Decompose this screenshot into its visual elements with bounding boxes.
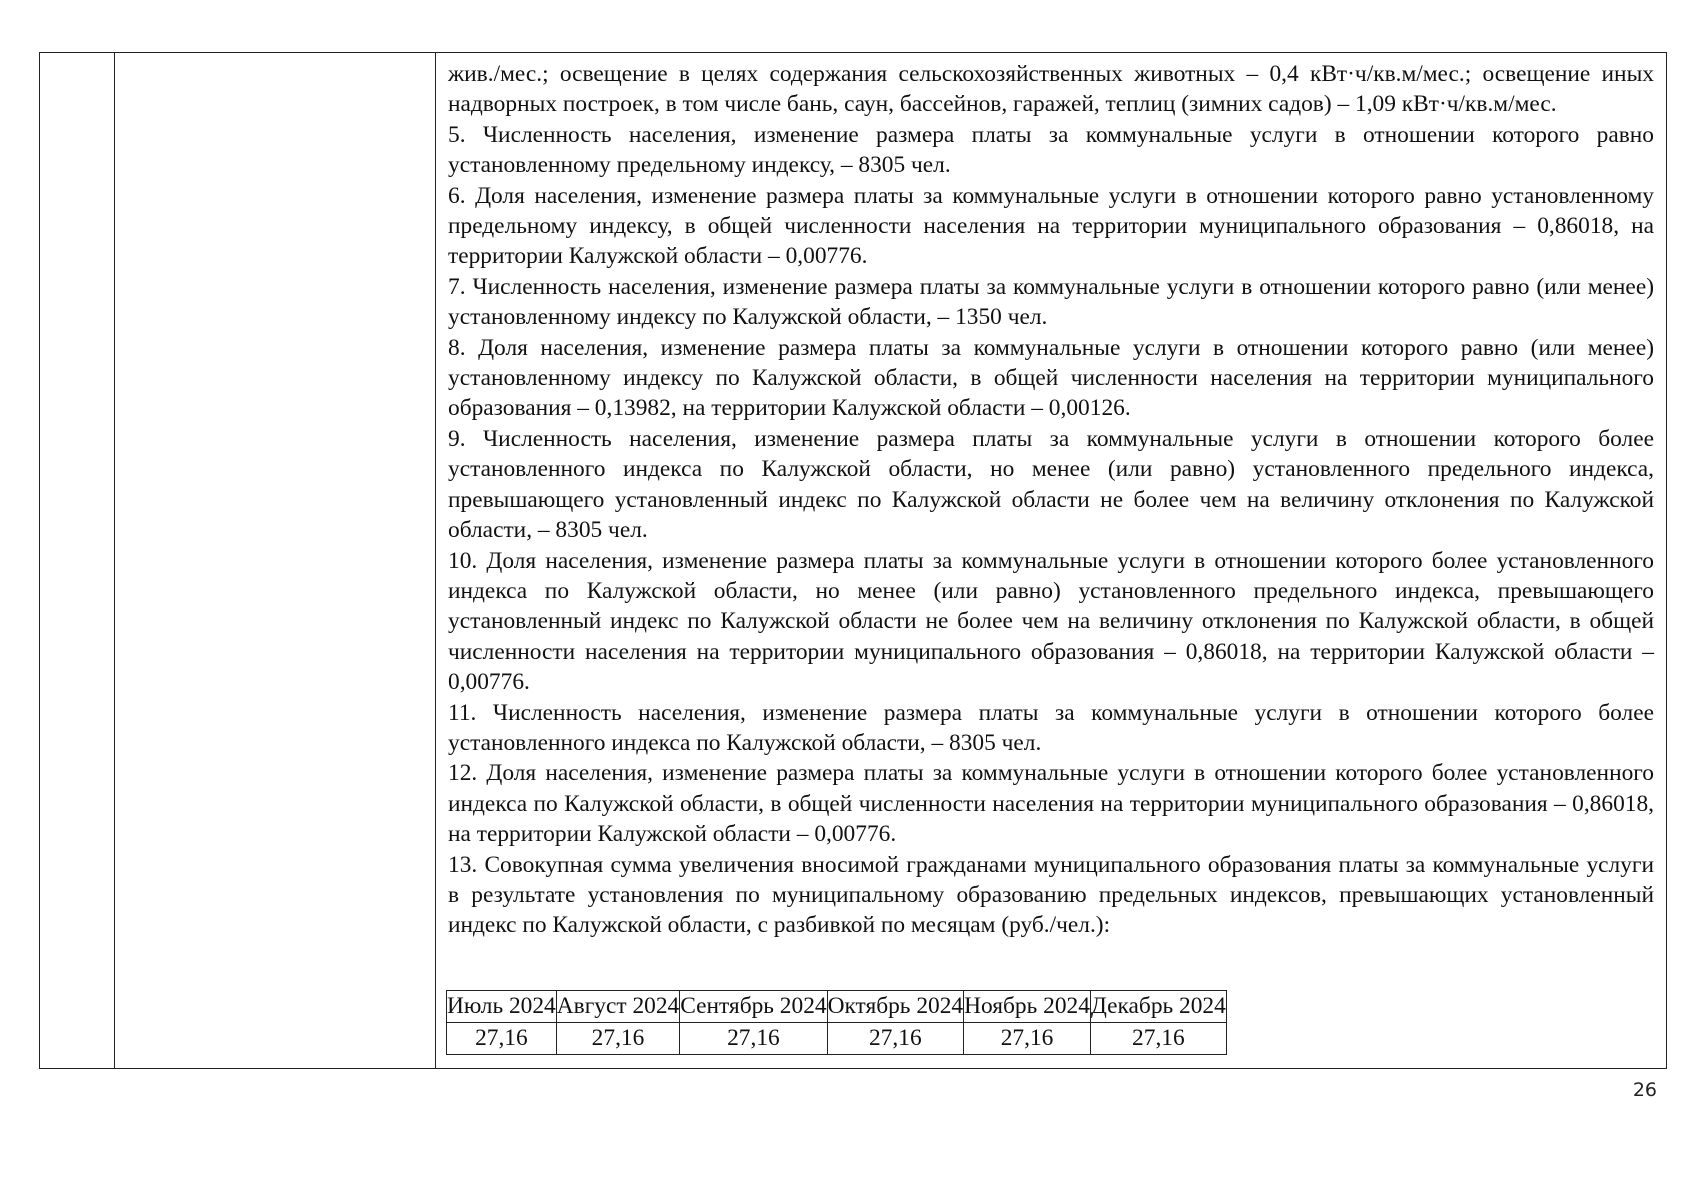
month-header: Декабрь 2024 [1090,991,1226,1023]
paragraph: 9. Численность населения, изменение размера платы за коммунальные услуги в отношении которого более установленного индекса по Калужской области, но менее (или равно) установленного предельного индекса, превышающего установленный индекс по Калужской области не более чем на величину отклонения по Калужской области, – 8305 чел. [448,425,1654,544]
page-number: 26 [1632,1079,1657,1101]
paragraph: 10. Доля населения, изменение размера платы за коммунальные услуги в отношении которого более установленного индекса по Калужской области, но менее (или равно) установленного предельного индекса, превышающего установленный индекс по Калужской области не более чем на величину отклонения по Калужской области, в общей численности населения на территории муниципального образования – 0,86018, на территории Калужской области – 0,00776. [448,547,1654,696]
paragraph: 13. Совокупная сумма увеличения вносимой гражданами муниципального образования платы за коммунальные услуги в результате установления по муниципальному образованию предельных индексов, превышающих установленный индекс по Калужской области, с разбивкой по месяцам (руб./чел.): [448,851,1654,939]
paragraph: 8. Доля населения, изменение размера платы за коммунальные услуги в отношении которого равно (или менее) установленному индексу по Калужской области, в общей численности населения на территории муниципального образования – 0,13982, на территории Калужской области – 0,00126. [448,334,1654,422]
paragraph: 11. Численность населения, изменение размера платы за коммунальные услуги в отношении которого более установленного индекса по Калужской области, – 8305 чел. [448,699,1654,756]
table-column-content [436,53,1666,1068]
month-header: Август 2024 [556,991,679,1023]
month-header: Июль 2024 [447,991,557,1023]
paragraph: 12. Доля населения, изменение размера платы за коммунальные услуги в отношении которого более установленного индекса по Калужской области, в общей численности населения на территории муниципального образования – 0,86018, на территории Калужской области – 0,00776. [448,760,1654,848]
table-header-row [447,991,1227,1023]
month-value: 27,16 [447,1023,557,1055]
monthly-values-table [446,990,1227,1055]
month-value: 27,16 [556,1023,679,1055]
month-header: Октябрь 2024 [827,991,964,1023]
month-value: 27,16 [827,1023,964,1055]
table-column-number [40,53,115,1068]
month-value: 27,16 [964,1023,1091,1055]
outer-table [39,52,1667,1069]
paragraph: 7. Численность населения, изменение размера платы за коммунальные услуги в отношении которого равно (или менее) установленному индексу по Калужской области, – 1350 чел. [448,273,1654,331]
month-header: Сентябрь 2024 [680,991,827,1023]
month-value: 27,16 [1090,1023,1226,1055]
paragraph: 6. Доля населения, изменение размера платы за коммунальные услуги в отношении которого равно установленному предельному индексу, в общей численности населения на территории муниципального образования – 0,86018, на территории Калужской области – 0,00776. [448,182,1654,270]
month-header: Ноябрь 2024 [964,991,1091,1023]
month-value: 27,16 [680,1023,827,1055]
paragraph: жив./мес.; освещение в целях содержания сельскохозяйственных животных – 0,4 кВт·ч/кв.м/мес.; освещение иных надворных построек, в том числе бань, саун, бассейнов, гаражей, теплиц (зимних садов) – 1,09 кВт·ч/кв.м/мес. [448,61,1654,118]
table-column-name [115,53,436,1068]
paragraph: 5. Численность населения, изменение размера платы за коммунальные услуги в отношении которого равно установленному предельному индексу, – 8305 чел. [448,121,1654,179]
content-text [448,59,1654,941]
table-row [447,1023,1227,1055]
